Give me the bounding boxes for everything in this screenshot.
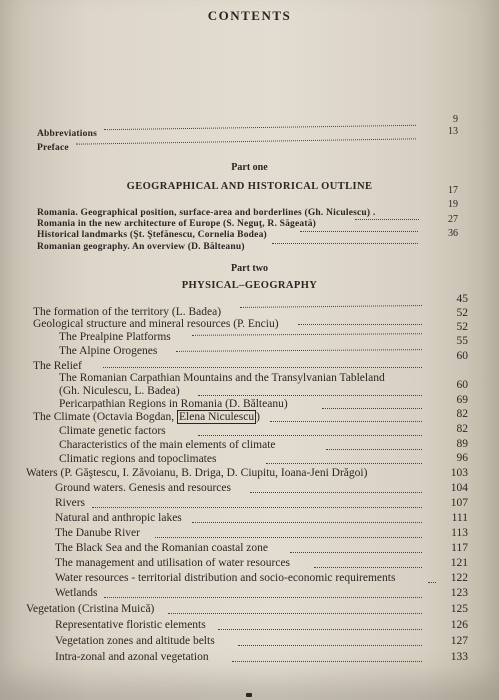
toc-entry: Historical landmarks (Şt. Ştefănescu, Cornelia Bodea) bbox=[37, 230, 267, 240]
toc-entry: The Black Sea and the Romanian coastal zone bbox=[55, 542, 268, 554]
toc-entry: Climatic regions and topoclimates bbox=[59, 453, 217, 465]
toc-page-number: 133 bbox=[450, 651, 468, 663]
part-one-label: Part one bbox=[231, 162, 268, 173]
toc-leader bbox=[155, 537, 422, 538]
climate-label-end: ) bbox=[256, 411, 260, 423]
toc-entry: Characteristics of the main elements of climate bbox=[59, 439, 276, 451]
toc-page-number: 117 bbox=[451, 542, 468, 554]
toc-entry: Representative floristic elements bbox=[55, 619, 206, 631]
toc-leader bbox=[314, 567, 422, 568]
toc-page-number: 122 bbox=[450, 572, 468, 584]
toc-leader bbox=[240, 305, 422, 308]
abbreviations-leader bbox=[104, 125, 416, 130]
toc-page-number: 96 bbox=[456, 452, 468, 464]
toc-entry: The Romanian Carpathian Mountains and the Transylvanian Tableland bbox=[59, 372, 385, 384]
toc-page-number: 69 bbox=[456, 394, 468, 406]
toc-page-number: 127 bbox=[450, 635, 468, 647]
toc-entry: Romania. Geographical position, surface-area and borderlines (Gh. Niculescu) . bbox=[37, 208, 376, 218]
toc-page-number: 103 bbox=[450, 467, 468, 479]
climate-label: The Climate (Octavia Bogdan, bbox=[33, 411, 175, 423]
toc-entry: The Danube River bbox=[55, 527, 140, 539]
toc-entry: Romania in the new architecture of Europe (S. Neguţ, R. Săgeată) bbox=[37, 219, 317, 229]
preface-leader bbox=[76, 138, 416, 144]
toc-page-number: 82 bbox=[456, 408, 468, 420]
toc-leader bbox=[218, 629, 422, 630]
toc-entry: Romanian geography. An overview (D. Bălteanu) bbox=[37, 242, 245, 252]
part-two-label: Part two bbox=[231, 263, 268, 274]
toc-page-number: 27 bbox=[448, 214, 458, 225]
contents-title: CONTENTS bbox=[207, 8, 292, 23]
toc-entry: Geological structure and mineral resources (P. Enciu) bbox=[33, 318, 279, 330]
toc-leader bbox=[168, 613, 422, 614]
toc-leader bbox=[104, 597, 422, 598]
preface-page: 13 bbox=[448, 126, 458, 137]
toc-entry: The formation of the territory (L. Badea) bbox=[33, 306, 222, 318]
toc-page-number: 111 bbox=[451, 512, 468, 524]
toc-page-number: 55 bbox=[456, 335, 468, 347]
part-one-title: GEOGRAPHICAL AND HISTORICAL OUTLINE bbox=[126, 181, 373, 192]
toc-page-number: 89 bbox=[456, 438, 468, 450]
toc-leader bbox=[192, 333, 422, 336]
toc-entry: Ground waters. Genesis and resources bbox=[55, 482, 231, 494]
toc-page-number: 17 bbox=[448, 185, 458, 196]
toc-leader bbox=[322, 408, 422, 409]
toc-leader bbox=[290, 552, 422, 553]
toc-entry: Water resources - territorial distribution and socio-economic requirements bbox=[55, 572, 396, 584]
toc-page-number: 113 bbox=[451, 527, 468, 539]
toc-page-number: 36 bbox=[448, 228, 458, 239]
toc-entry: Vegetation zones and altitude belts bbox=[55, 635, 215, 647]
toc-page-number: 60 bbox=[456, 350, 468, 362]
abbreviations-label: Abbreviations bbox=[37, 129, 97, 139]
toc-entry: Climate genetic factors bbox=[59, 425, 166, 437]
toc-leader bbox=[266, 463, 422, 464]
toc-entry: Natural and anthropic lakes bbox=[55, 512, 182, 524]
toc-leader bbox=[300, 231, 418, 232]
toc-leader bbox=[192, 522, 422, 523]
toc-leader bbox=[326, 449, 422, 450]
preface-label: Preface bbox=[37, 143, 69, 153]
toc-page-number: 45 bbox=[456, 293, 468, 305]
toc-entry: The management and utilisation of water resources bbox=[55, 557, 291, 569]
toc-entry: The Prealpine Platforms bbox=[59, 331, 171, 343]
toc-leader bbox=[198, 395, 422, 396]
toc-page-number: 121 bbox=[450, 557, 468, 569]
toc-page-number: 123 bbox=[450, 587, 468, 599]
toc-entry-climate bbox=[33, 410, 260, 424]
toc-leader bbox=[92, 507, 422, 508]
toc-page-number: 52 bbox=[456, 321, 468, 333]
toc-page-number: 107 bbox=[450, 497, 468, 509]
toc-entry: Rivers bbox=[55, 497, 86, 509]
page-number-mark bbox=[246, 693, 252, 697]
toc-page-number: 19 bbox=[448, 199, 458, 210]
part-two-title: PHYSICAL–GEOGRAPHY bbox=[181, 280, 318, 291]
toc-leader bbox=[272, 243, 418, 244]
toc-leader bbox=[270, 421, 422, 422]
toc-page-number: 60 bbox=[456, 379, 468, 391]
toc-page-number: 82 bbox=[456, 423, 468, 435]
toc-entry: Pericarpathian Regions in Romania (D. Bălteanu) bbox=[59, 398, 288, 410]
toc-entry: Intra-zonal and azonal vegetation bbox=[55, 651, 209, 663]
toc-leader bbox=[355, 219, 419, 220]
toc-leader bbox=[103, 367, 422, 368]
toc-leader bbox=[428, 582, 436, 583]
toc-entry: Wetlands bbox=[55, 587, 98, 599]
toc-page-number: 125 bbox=[450, 603, 468, 615]
toc-leader bbox=[238, 645, 422, 646]
toc-entry: Waters (P. Găştescu, I. Zăvoianu, B. Driga, D. Ciupitu, Ioana-Jeni Drăgoi) bbox=[26, 467, 368, 479]
highlighted-author: Elena Niculescu bbox=[179, 411, 255, 423]
toc-leader bbox=[250, 492, 422, 493]
toc-leader bbox=[176, 349, 422, 352]
toc-entry: (Gh. Niculescu, L. Badea) bbox=[59, 385, 180, 397]
toc-entry: Vegetation (Cristina Muică) bbox=[26, 603, 155, 615]
toc-leader bbox=[198, 435, 422, 436]
abbreviations-page: 9 bbox=[453, 114, 458, 125]
toc-entry: The Relief bbox=[33, 360, 82, 372]
toc-leader bbox=[298, 324, 422, 325]
toc-entry: The Alpine Orogenes bbox=[59, 345, 158, 357]
toc-leader bbox=[232, 661, 422, 662]
toc-page-number: 126 bbox=[450, 619, 468, 631]
toc-page-number: 104 bbox=[450, 482, 468, 494]
toc-page-number: 52 bbox=[456, 307, 468, 319]
